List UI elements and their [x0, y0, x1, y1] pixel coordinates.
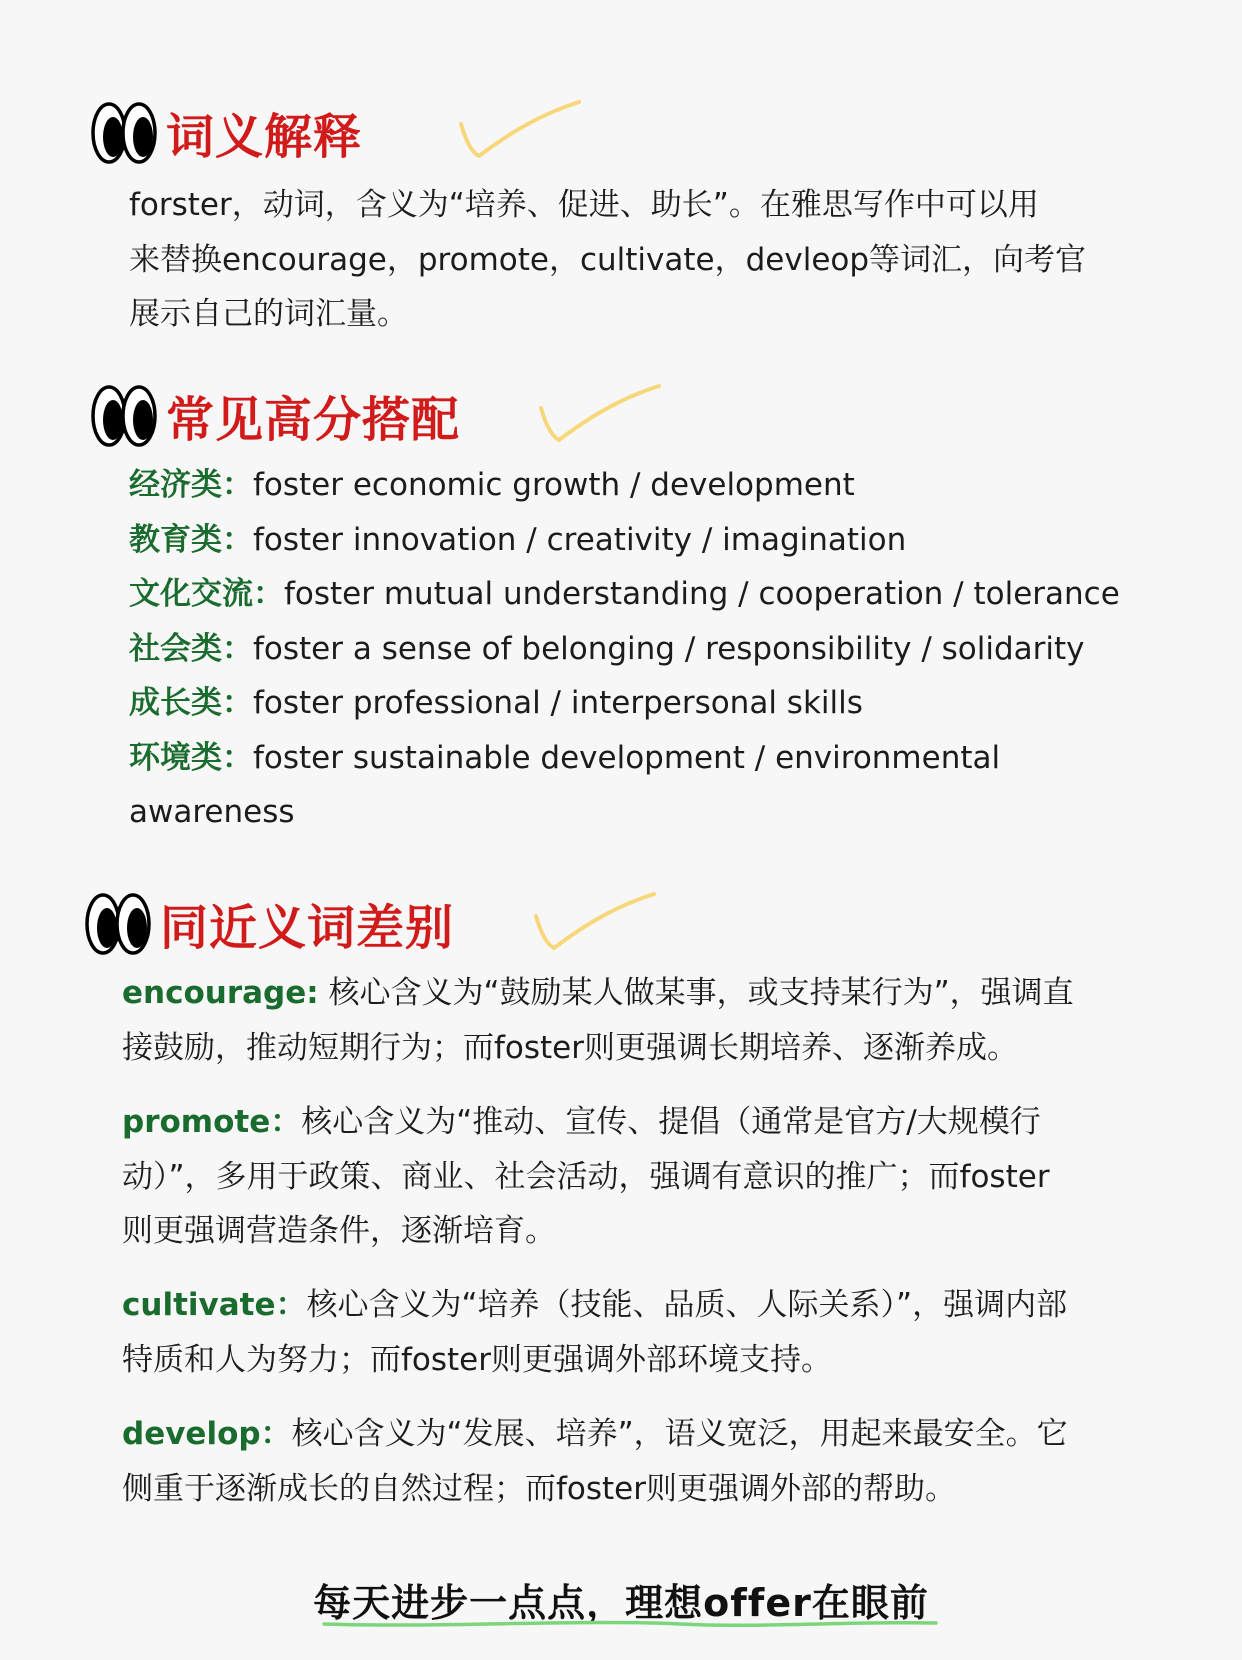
section-meaning-header	[90, 97, 362, 167]
checkmark-icon	[455, 98, 585, 164]
synonym-label: encourage:	[122, 975, 319, 1011]
synonym-cultivate	[122, 1278, 1067, 1387]
synonym-label: develop：	[122, 1416, 292, 1452]
eyes-icon	[90, 99, 158, 165]
synonym-develop	[122, 1407, 1068, 1516]
section-collocations-header	[90, 380, 460, 450]
section-meaning-title: 词义解释	[166, 108, 363, 165]
meaning-line: 来替换encourage，promote，cultivate，devleop等词汇，向考官	[129, 241, 1087, 278]
synonym-label: cultivate：	[122, 1287, 307, 1323]
footer-slogan: 每天进步一点点，理想offer在眼前	[313, 1581, 929, 1625]
synonym-text: 侧重于逐渐成长的自然过程；而foster则更强调外部的帮助。	[122, 1470, 957, 1507]
checkmark-icon	[535, 382, 665, 448]
collocation-list	[129, 458, 1120, 840]
synonym-text: 核心含义为“发展、培养”，语义宽泛，用起来最安全。它	[291, 1416, 1068, 1452]
collocation-label: 社会类：	[129, 630, 253, 667]
synonym-text: 则更强调营造条件，逐渐培育。	[122, 1213, 556, 1249]
meaning-line: 展示自己的词汇量。	[129, 296, 408, 332]
section-collocations-title: 常见高分搭配	[166, 391, 461, 448]
underline-stroke	[320, 1616, 940, 1630]
collocation-label: 教育类：	[129, 521, 253, 558]
eyes-icon	[84, 890, 152, 956]
synonym-text: 核心含义为“培养（技能、品质、人际关系）”，强调内部	[306, 1287, 1068, 1323]
synonym-text: 特质和人为努力；而foster则更强调外部环境支持。	[122, 1341, 833, 1378]
collocation-text: foster economic growth / development	[253, 467, 855, 503]
collocation-item	[129, 458, 1120, 513]
meaning-line: forster，动词，含义为“培养、促进、助长”。在雅思写作中可以用	[129, 187, 1039, 223]
collocation-text: foster innovation / creativity / imagination	[253, 521, 907, 558]
collocation-text: foster professional / interpersonal skills	[253, 685, 863, 721]
synonym-text: 核心含义为“推动、宣传、提倡（通常是官方/大规模行	[301, 1104, 1041, 1140]
synonym-text: 核心含义为“鼓励某人做某事，或支持某行为”，强调直	[318, 975, 1074, 1011]
section-synonyms-title: 同近义词差别	[160, 899, 455, 956]
collocation-item	[129, 513, 1120, 568]
collocation-item	[129, 567, 1120, 622]
collocation-label: 经济类：	[129, 467, 253, 503]
synonym-promote	[122, 1095, 1050, 1259]
collocation-text: foster a sense of belonging / responsibility / solidarity	[253, 630, 1085, 667]
checkmark-icon	[530, 890, 660, 956]
collocation-wrap: awareness	[129, 794, 295, 830]
collocation-text: foster sustainable development / environmental	[253, 739, 1001, 776]
synonym-text: 接鼓励，推动短期行为；而foster则更强调长期培养、逐渐养成。	[122, 1029, 1019, 1066]
eyes-icon	[90, 382, 158, 448]
collocation-label: 文化交流：	[129, 576, 284, 612]
meaning-paragraph	[129, 178, 1086, 342]
synonym-text: 动）”，多用于政策、商业、社会活动，强调有意识的推广；而foster	[122, 1158, 1050, 1195]
collocation-item	[129, 731, 1120, 786]
collocation-item	[129, 676, 1120, 731]
synonym-label: promote：	[122, 1104, 302, 1140]
section-synonyms-header	[84, 888, 454, 958]
collocation-item	[129, 622, 1120, 677]
synonym-encourage	[122, 966, 1074, 1075]
collocation-text: foster mutual understanding / cooperation / tolerance	[284, 576, 1120, 612]
collocation-label: 环境类：	[129, 739, 253, 776]
collocation-label: 成长类：	[129, 685, 253, 721]
